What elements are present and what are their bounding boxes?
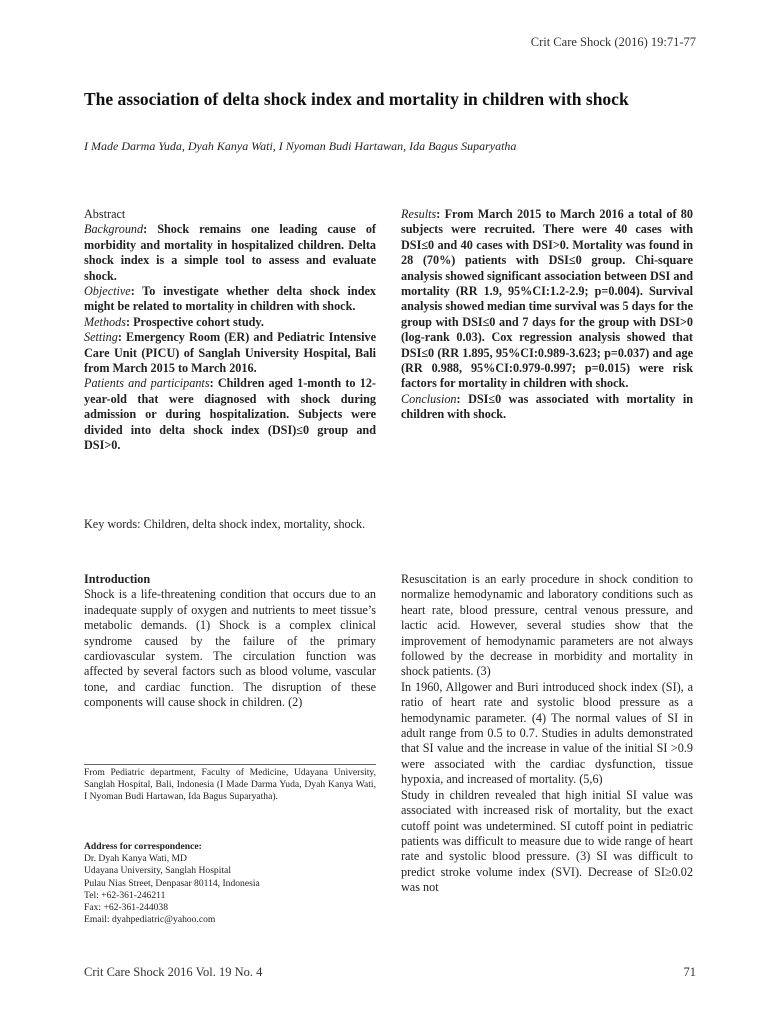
abstract-results: [401, 207, 693, 392]
keywords-text: : Children, delta shock index, mortality, shock.: [137, 517, 366, 531]
keywords-label: Key words: [84, 517, 138, 531]
introduction-heading: Introduction: [84, 572, 151, 586]
footnote-divider: [84, 764, 376, 765]
methods-text: : Prospective cohort study.: [125, 314, 264, 329]
page-number: 71: [683, 965, 696, 979]
abstract-right-column: [401, 207, 693, 423]
introduction-paragraph-4: Study in children revealed that high initial SI value was associated with increased risk of mortality, but the exact cutoff point was undetermined. SI cutoff point in pediatric patients was difficult to measure due to wide range of heart rate and systolic blood pressure. (3) SI was difficult to predict stroke volume index (SVI). Decrease of SI≥0.02 was not: [401, 787, 693, 895]
introduction-paragraph-2: Resuscitation is an early procedure in shock condition to normalize hemodynamic and laboratory conditions such as heart rate, blood pressure, central venous pressure, and lactic acid. However, several studies show that the improvement of hemodynamic parameters are not always followed by the decrease in morbidity and mortality in shock patients. (3): [401, 572, 693, 679]
conclusion-label: Conclusion: [401, 391, 457, 406]
correspondence-block: [84, 841, 376, 926]
correspondence-name: Dr. Dyah Kanya Wati, MD: [84, 853, 187, 865]
abstract-conclusion: [401, 392, 693, 423]
introduction-paragraph-1: Shock is a life-threatening condition that occurs due to an inadequate supply of oxygen and nutrients to meet tissue’s metabolic demands. (1) Shock is a complex clinical syndrome caused by the failure of the primary cardiovascular system. The circulation function was affected by several factors such as blood volume, vascular tone, and cardiac function. The disruption of these components will cause shock in children. (2): [84, 587, 376, 710]
abstract-setting: [84, 330, 376, 376]
background-text: : Shock remains one leading cause of morbidity and mortality in hospitalized children. Delta shock index is a simple tool to assess and evaluate shock.: [84, 222, 376, 283]
abstract-objective: [84, 284, 376, 315]
keywords: [84, 517, 365, 532]
introduction-paragraph-3: In 1960, Allgower and Buri introduced shock index (SI), a ratio of heart rate and systolic blood pressure as a hemodynamic parameter. (4) The normal values of SI in adult range from 0.5 to 0.7. Studies in adults demonstrated that SI value and the increase in value of the initial SI >0.9 were associated with the cardiac dysfunction, tissue hypoxia, and increased of mortality. (5,6): [401, 679, 693, 787]
introduction-right-column: [401, 572, 693, 896]
footer-journal: Crit Care Shock 2016 Vol. 19 No. 4: [84, 965, 263, 979]
objective-label: Objective: [84, 284, 131, 299]
affiliation-footnote: From Pediatric department, Faculty of Medicine, Udayana University, Sanglah Hospital, Bali, Indonesia (I Made Darma Yuda, Dyah Kanya Wati, I Nyoman Budi Hartawan, Ida Bagus Suparyatha).: [84, 767, 376, 802]
results-label: Results: [401, 207, 437, 221]
setting-label: Setting: [84, 330, 118, 345]
article-title: The association of delta shock index and mortality in children with shock: [84, 89, 629, 109]
objective-text: : To investigate whether delta shock index might be related to mortality in children with shock.: [84, 284, 376, 314]
abstract-background: [84, 222, 376, 284]
introduction-left-column: [84, 572, 376, 711]
patients-label: Patients and participants: [84, 376, 210, 391]
correspondence-email: Email: dyahpediatric@yahoo.com: [84, 914, 216, 926]
methods-label: Methods: [84, 314, 126, 329]
correspondence-tel: Tel: +62-361-246211: [84, 889, 166, 901]
abstract-heading: Abstract: [84, 207, 126, 221]
patients-text: : Children aged 1-month to 12-year-old that were diagnosed with shock during admission or during hospitalization. Subjects were divided into delta shock index (DSI)≤0 group and DSI>0.: [84, 376, 376, 453]
author-list: I Made Darma Yuda, Dyah Kanya Wati, I Nyoman Budi Hartawan, Ida Bagus Suparyatha: [84, 139, 517, 153]
correspondence-institution: Udayana University, Sanglah Hospital: [84, 865, 231, 877]
correspondence-heading: Address for correspondence:: [84, 841, 202, 852]
conclusion-text: : DSI≤0 was associated with mortality in children with shock.: [401, 391, 693, 422]
background-label: Background: [84, 222, 144, 237]
abstract-left-column: [84, 207, 376, 454]
journal-reference: Crit Care Shock (2016) 19:71-77: [530, 35, 696, 49]
correspondence-address: Pulau Nias Street, Denpasar 80114, Indonesia: [84, 877, 260, 889]
correspondence-fax: Fax: +62-361-244038: [84, 902, 169, 914]
abstract-patients: [84, 376, 376, 453]
setting-text: : Emergency Room (ER) and Pediatric Intensive Care Unit (PICU) of Sanglah University Hospital, Bali from March 2015 to March 2016.: [84, 330, 376, 376]
results-text: : From March 2015 to March 2016 a total of 80 subjects were recruited. There were 40 cases with DSI≤0 and 40 cases with DSI>0. Mortality was found in 28 (70%) patients with DSI≤0 group. Chi-square analysis showed significant association between DSI and mortality (RR 1.9, 95%CI:1.2-2.9; p=0.004). Survival analysis showed median time survival was 5 days for the group with DSI≤0 and 7 days for the group with DSI>0 (log-rank 0.03). Cox regression analysis showed that DSI≤0 (RR 1.895, 95%CI:0.989-3.623; p=0.037) and age (RR 0.988, 95%CI:0.979-0.997; p=0.015) were risk factors for mortality in children with shock.: [401, 207, 693, 391]
abstract-methods: [84, 315, 376, 330]
